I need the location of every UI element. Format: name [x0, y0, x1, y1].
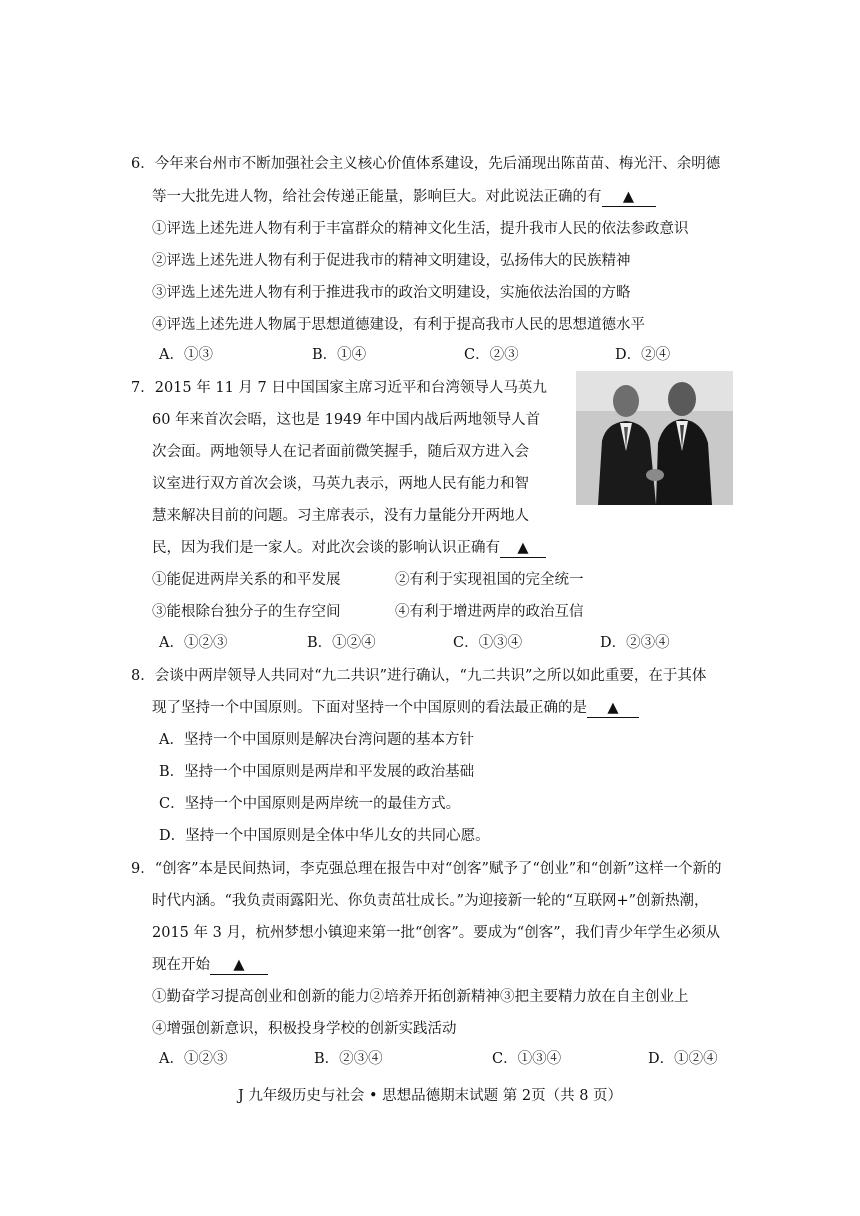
q7-line2: 60 年来首次会晤，这也是 1949 年中国内战后两地领导人首 — [152, 412, 541, 428]
q6-statement-3: ③评选上述先进人物有利于推进我市的政治文明建设，实施依法治国的方略 — [152, 285, 631, 301]
q7-statement-3: ③能根除台独分子的生存空间 — [152, 604, 341, 620]
q9-option-b[interactable]: B．②③④ — [314, 1051, 383, 1067]
q9-line4 — [152, 955, 268, 975]
page-footer: J 九年级历史与社会 • 思想品德期末试题 第 2页（共 8 页） — [237, 1088, 623, 1104]
q8-line2 — [152, 698, 639, 718]
q7-option-d[interactable]: D．②③④ — [600, 635, 670, 651]
q7-statement-4: ④有利于增进两岸的政治互信 — [395, 604, 584, 620]
handshake-photo-illustration — [576, 371, 733, 505]
q7-option-c[interactable]: C．①③④ — [453, 635, 523, 651]
q9-statement-4: ④增强创新意识，积极投身学校的创新实践活动 — [152, 1021, 457, 1037]
q6-option-d[interactable]: D．②④ — [615, 347, 671, 363]
q6-stem-end: 等一大批先进人物，给社会传递正能量，影响巨大。对此说法正确的有 — [152, 189, 602, 205]
q7-line4: 议室进行双方首次会谈，马英九表示，两地人民有能力和智 — [152, 476, 529, 492]
q6-option-b[interactable]: B．①④ — [312, 347, 367, 363]
q8-option-b[interactable]: B．坚持一个中国原则是两岸和平发展的政治基础 — [159, 764, 475, 780]
q7-option-b[interactable]: B．①②④ — [307, 635, 376, 651]
q9-statement-1-3: ①勤奋学习提高创业和创新的能力②培养开拓创新精神③把主要精力放在自主创业上 — [152, 989, 689, 1005]
q9-line1: 9．“创客”本是民间热词，李克强总理在报告中对“创客”赋予了“创业”和“创新”这样一个新的 — [131, 861, 722, 877]
q8-option-c[interactable]: C．坚持一个中国原则是两岸统一的最佳方式。 — [159, 796, 461, 812]
q7-option-a[interactable]: A．①②③ — [159, 635, 228, 651]
q9-option-c[interactable]: C．①③④ — [492, 1051, 562, 1067]
q6-statement-1: ①评选上述先进人物有利于丰富群众的精神文化生活，提升我市人民的依法参政意识 — [152, 221, 689, 237]
q8-option-a[interactable]: A．坚持一个中国原则是解决台湾问题的基本方针 — [159, 732, 474, 748]
q7-line5: 慧来解决目前的问题。习主席表示，没有力量能分开两地人 — [152, 508, 529, 524]
q7-line6 — [152, 538, 546, 558]
q8-line1: 8．会谈中两岸领导人共同对“九二共识”进行确认，“九二共识”之所以如此重要，在于其体 — [131, 668, 707, 684]
q7-answer-blank[interactable]: ▲ — [500, 539, 546, 558]
q7-statement-2: ②有利于实现祖国的完全统一 — [395, 572, 584, 588]
q9-stem-end: 现在开始 — [152, 957, 210, 973]
q9-line3: 2015 年 3 月，杭州梦想小镇迎来第一批“创客”。要成为“创客”，我们青少年学生必须从 — [152, 925, 721, 941]
q6-line1: 6．今年来台州市不断加强社会主义核心价值体系建设，先后涌现出陈苗苗、梅光汗、余明德 — [131, 156, 721, 172]
q7-statement-1: ①能促进两岸关系的和平发展 — [152, 572, 341, 588]
q9-option-d[interactable]: D．①②④ — [648, 1051, 718, 1067]
q6-option-a[interactable]: A．①③ — [159, 347, 213, 363]
q7-line3: 次会面。两地领导人在记者面前微笑握手，随后双方进入会 — [152, 444, 529, 460]
q9-option-a[interactable]: A．①②③ — [159, 1051, 228, 1067]
q9-line2: 时代内涵。“我负责雨露阳光、你负责茁壮成长。”为迎接新一轮的“互联网+”创新热潮， — [152, 893, 709, 909]
q6-statement-4: ④评选上述先进人物属于思想道德建设，有利于提高我市人民的思想道德水平 — [152, 317, 645, 333]
q6-line2 — [152, 187, 656, 207]
q8-option-d[interactable]: D．坚持一个中国原则是全体中华儿女的共同心愿。 — [159, 828, 490, 844]
handshake-photo — [576, 371, 733, 505]
q8-answer-blank[interactable]: ▲ — [587, 699, 639, 718]
q6-answer-blank[interactable]: ▲ — [602, 188, 656, 207]
q7-stem-end: 民，因为我们是一家人。对此次会谈的影响认识正确有 — [152, 540, 500, 556]
q6-option-c[interactable]: C．②③ — [464, 347, 519, 363]
q6-statement-2: ②评选上述先进人物有利于促进我市的精神文明建设，弘扬伟大的民族精神 — [152, 253, 631, 269]
q9-answer-blank[interactable]: ▲ — [210, 956, 268, 975]
q7-line1: 7．2015 年 11 月 7 日中国国家主席习近平和台湾领导人马英九 — [131, 380, 547, 396]
q8-stem-end: 现了坚持一个中国原则。下面对坚持一个中国原则的看法最正确的是 — [152, 700, 587, 716]
